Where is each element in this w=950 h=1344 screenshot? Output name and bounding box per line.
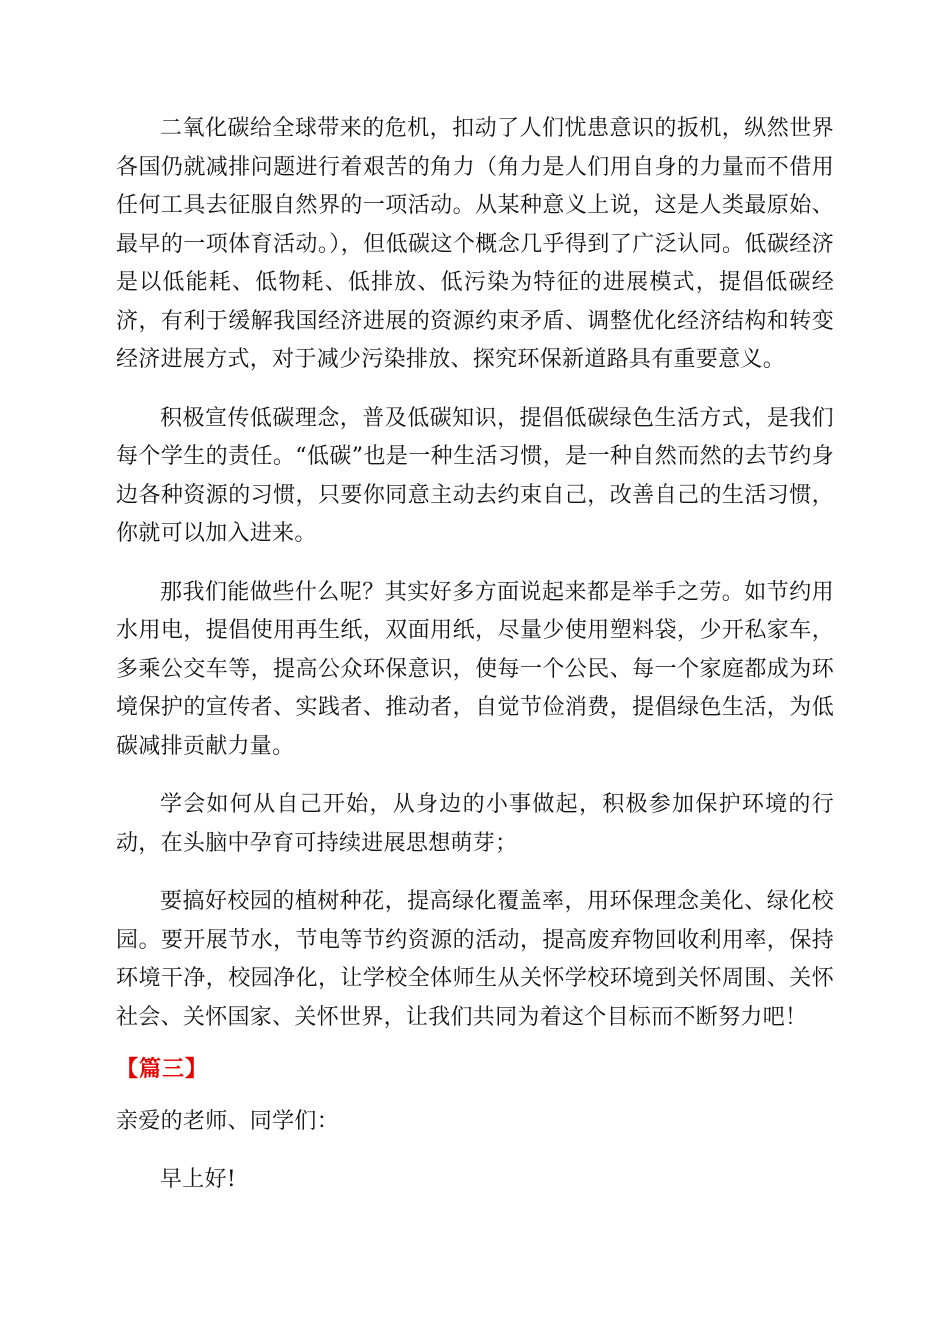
paragraph-2: 积极宣传低碳理念，普及低碳知识，提倡低碳绿色生活方式，是我们每个学生的责任。“低碳”也是一种生活习惯，是一种自然而然的去节约身边各种资源的习惯，只要你同意主动去约束自己，改善自己的生活习惯，你就可以加入进来。 (116, 405, 834, 546)
section-heading: 【篇三】 (116, 1057, 209, 1082)
paragraph-4: 学会如何从自己开始，从身边的小事做起，积极参加保护环境的行动，在头脑中孕育可持续进展思想萌芽； (116, 792, 834, 856)
salutation: 亲爱的老师、同学们： (116, 1109, 340, 1134)
paragraph-3: 那我们能做些什么呢？其实好多方面说起来都是举手之劳。如节约用水用电，提倡使用再生纸，双面用纸，尽量少使用塑料袋，少开私家车，多乘公交车等，提高公众环保意识，使每一个公民、每一个家庭都成为环境保护的宣传者、实践者、推动者，自觉节俭消费，提倡绿色生活，为低碳减排贡献力量。 (116, 579, 834, 759)
document-page (116, 110, 834, 1199)
greeting: 早上好! (160, 1167, 237, 1192)
paragraph-1: 二氧化碳给全球带来的危机，扣动了人们忧患意识的扳机，纵然世界各国仍就减排问题进行着艰苦的角力（角力是人们用自身的力量而不借用任何工具去征服自然界的一项活动。从某种意义上说，这是人类最原始、最早的一项体育活动。），但低碳这个概念几乎得到了广泛认同。低碳经济是以低能耗、低物耗、低排放、低污染为特征的进展模式，提倡低碳经济，有利于缓解我国经济进展的资源约束矛盾、调整优化经济结构和转变经济进展方式，对于减少污染排放、探究环保新道路具有重要意义。 (116, 116, 834, 372)
paragraph-5: 要搞好校园的植树种花，提高绿化覆盖率，用环保理念美化、绿化校园。要开展节水，节电等节约资源的活动，提高废弃物回收利用率，保持环境干净，校园净化，让学校全体师生从关怀学校环境到关怀周围、关怀社会、关怀国家、关怀世界，让我们共同为着这个目标而不断努力吧！ (116, 889, 834, 1030)
